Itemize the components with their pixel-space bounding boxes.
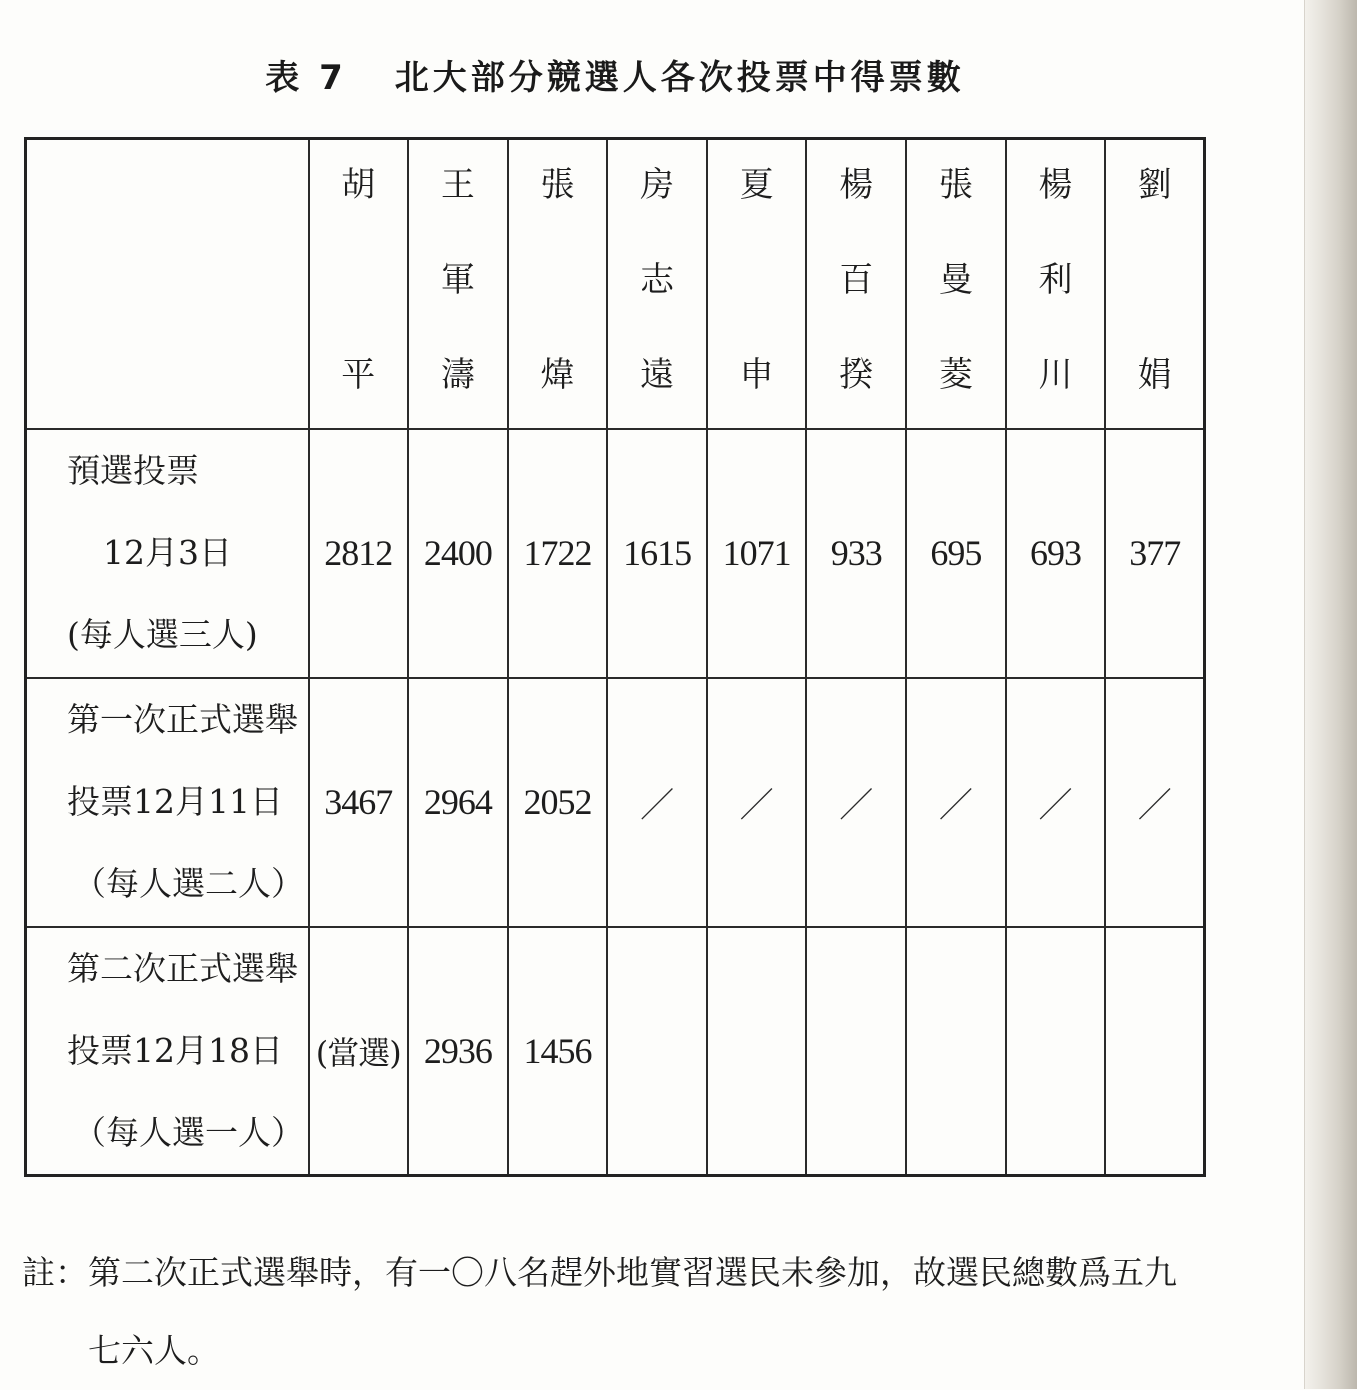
vote-count-table	[24, 137, 1206, 1177]
vote-cell: 1615	[607, 429, 707, 678]
row-label-preliminary: 預選投票 12月3日 (每人選三人)	[26, 429, 309, 678]
vote-cell: 1456	[508, 927, 608, 1176]
vote-cell: 1071	[707, 429, 807, 678]
empty-cell	[906, 927, 1006, 1176]
table-row	[26, 678, 1205, 927]
candidate-name: 楊 百 揆	[806, 139, 906, 429]
row-label-second-formal: 第二次正式選舉 投票12月18日 （每人選一人）	[26, 927, 309, 1176]
not-applicable-slash: ／	[607, 678, 707, 927]
vote-cell: 3467	[309, 678, 409, 927]
table-title-text: 北大部分競選人各次投票中得票數	[394, 58, 965, 98]
vote-cell: 377	[1105, 429, 1205, 678]
vote-cell: 2400	[408, 429, 508, 678]
row-label-first-formal: 第一次正式選舉 投票12月11日 （每人選二人）	[26, 678, 309, 927]
empty-cell	[707, 927, 807, 1176]
table-footnote	[22, 1234, 1222, 1390]
not-applicable-slash: ／	[1105, 678, 1205, 927]
table-title	[0, 50, 1230, 99]
candidate-name: 王 軍 濤	[408, 139, 508, 429]
vote-cell: 1722	[508, 429, 608, 678]
vote-cell: 933	[806, 429, 906, 678]
vote-cell: 695	[906, 429, 1006, 678]
table-number: 表 7	[265, 58, 347, 98]
not-applicable-slash: ／	[906, 678, 1006, 927]
empty-cell	[607, 927, 707, 1176]
table-row	[26, 927, 1205, 1176]
page-binding-edge	[1304, 0, 1357, 1389]
empty-cell	[1006, 927, 1106, 1176]
footnote-line-2: 七六人。	[88, 1331, 220, 1370]
not-applicable-slash: ／	[707, 678, 807, 927]
vote-cell: 2964	[408, 678, 508, 927]
candidate-header-row	[26, 139, 1205, 429]
corner-cell	[26, 139, 309, 429]
vote-cell: 2812	[309, 429, 409, 678]
table-row	[26, 429, 1205, 678]
vote-cell: 693	[1006, 429, 1106, 678]
footnote-line-1: 註：第二次正式選舉時，有一〇八名趕外地實習選民未參加，故選民總數爲五九	[22, 1253, 1177, 1292]
candidate-name: 房 志 遠	[607, 139, 707, 429]
candidate-name: 夏 申	[707, 139, 807, 429]
elected-cell: (當選)	[309, 927, 409, 1176]
not-applicable-slash: ／	[1006, 678, 1106, 927]
vote-cell: 2052	[508, 678, 608, 927]
candidate-name: 劉 娟	[1105, 139, 1205, 429]
empty-cell	[806, 927, 906, 1176]
not-applicable-slash: ／	[806, 678, 906, 927]
vote-cell: 2936	[408, 927, 508, 1176]
empty-cell	[1105, 927, 1205, 1176]
candidate-name: 張 煒	[508, 139, 608, 429]
candidate-name: 胡 平	[309, 139, 409, 429]
candidate-name: 張 曼 菱	[906, 139, 1006, 429]
candidate-name: 楊 利 川	[1006, 139, 1106, 429]
